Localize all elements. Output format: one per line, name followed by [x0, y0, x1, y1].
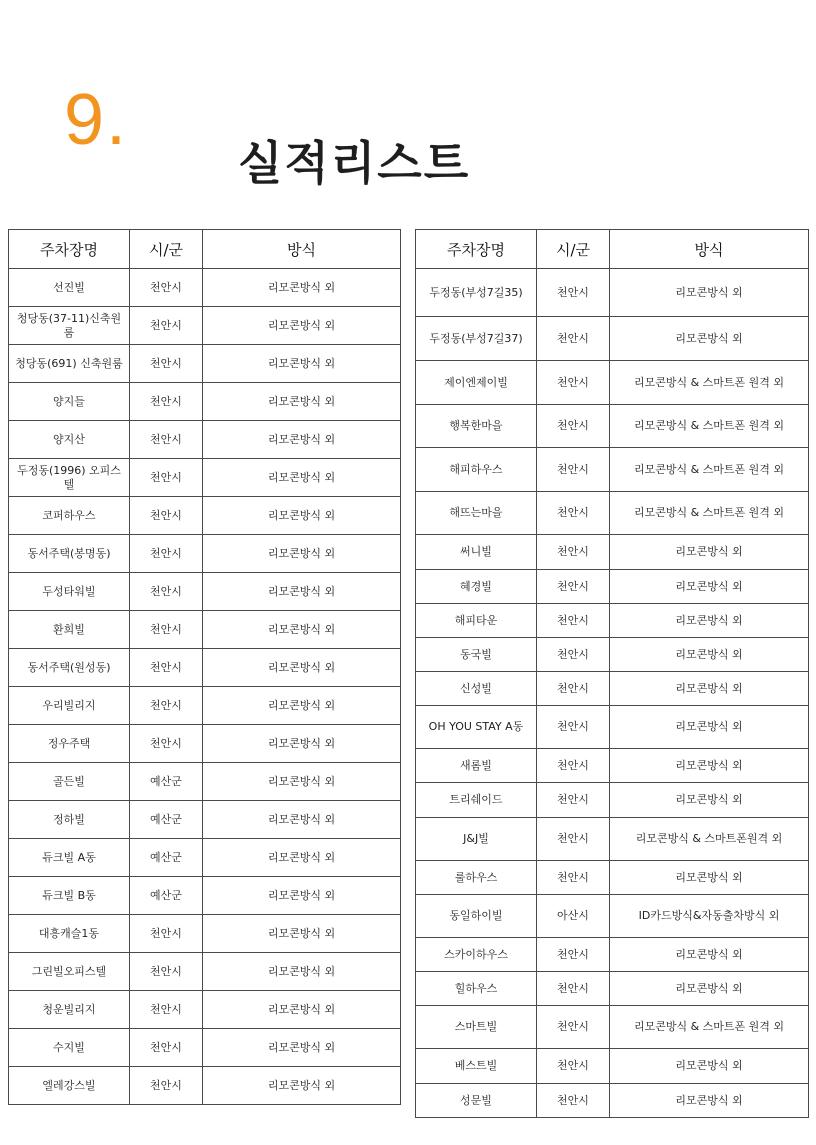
table-row — [416, 818, 809, 861]
cell-method: 리모콘방식 외 — [610, 638, 809, 672]
cell-city: 예산군 — [130, 839, 203, 877]
cell-parking-name: 두정동(부성7길35) — [416, 269, 537, 317]
table-row — [416, 570, 809, 604]
cell-city: 예산군 — [130, 801, 203, 839]
cell-city: 천안시 — [130, 573, 203, 611]
table-row — [9, 459, 401, 497]
table-row — [416, 1084, 809, 1118]
cell-city: 아산시 — [537, 895, 610, 938]
cell-city: 천안시 — [537, 570, 610, 604]
cell-city: 천안시 — [130, 1067, 203, 1105]
cell-parking-name: J&J빌 — [416, 818, 537, 861]
cell-method: 리모콘방식 외 — [610, 317, 809, 361]
cell-parking-name: 써니빌 — [416, 535, 537, 570]
table-row — [416, 1049, 809, 1084]
table-header-row — [416, 230, 809, 269]
table-row — [9, 763, 401, 801]
column-header-method: 방식 — [610, 230, 809, 269]
cell-parking-name: 청운빌리지 — [9, 991, 130, 1029]
cell-method: 리모콘방식 외 — [203, 953, 401, 991]
column-header-city: 시/군 — [130, 230, 203, 269]
table-row — [416, 269, 809, 317]
cell-method: 리모콘방식 & 스마트폰 원격 외 — [610, 448, 809, 492]
results-table-left — [8, 229, 401, 1105]
cell-city: 천안시 — [130, 953, 203, 991]
table-row — [416, 492, 809, 535]
table-row — [9, 573, 401, 611]
table-row — [9, 877, 401, 915]
cell-city: 천안시 — [537, 317, 610, 361]
cell-city: 천안시 — [130, 421, 203, 459]
cell-city: 천안시 — [537, 405, 610, 448]
table-row — [416, 749, 809, 783]
table-row — [416, 448, 809, 492]
cell-method: 리모콘방식 & 스마트폰원격 외 — [610, 818, 809, 861]
cell-parking-name: 정우주택 — [9, 725, 130, 763]
cell-city: 천안시 — [130, 269, 203, 307]
cell-parking-name: 베스트빌 — [416, 1049, 537, 1084]
cell-city: 천안시 — [537, 361, 610, 405]
cell-city: 천안시 — [130, 535, 203, 573]
cell-method: 리모콘방식 외 — [203, 535, 401, 573]
cell-method: 리모콘방식 외 — [203, 991, 401, 1029]
cell-parking-name: 코퍼하우스 — [9, 497, 130, 535]
cell-method: 리모콘방식 외 — [203, 763, 401, 801]
table-row — [9, 307, 401, 345]
table-row — [416, 672, 809, 706]
table-row — [9, 953, 401, 991]
table-row — [416, 638, 809, 672]
cell-parking-name: 해뜨는마을 — [416, 492, 537, 535]
table-row — [9, 497, 401, 535]
cell-city: 천안시 — [537, 749, 610, 783]
cell-method: 리모콘방식 외 — [203, 687, 401, 725]
cell-method: ID카드방식&자동출차방식 외 — [610, 895, 809, 938]
cell-parking-name: 양지들 — [9, 383, 130, 421]
cell-method: 리모콘방식 외 — [610, 604, 809, 638]
cell-parking-name: OH YOU STAY A동 — [416, 706, 537, 749]
cell-method: 리모콘방식 외 — [203, 611, 401, 649]
cell-parking-name: 수지빌 — [9, 1029, 130, 1067]
cell-city: 천안시 — [537, 861, 610, 895]
cell-city: 천안시 — [537, 535, 610, 570]
cell-method: 리모콘방식 외 — [203, 1029, 401, 1067]
cell-method: 리모콘방식 외 — [610, 672, 809, 706]
table-row — [416, 938, 809, 972]
cell-parking-name: 트리쉐이드 — [416, 783, 537, 818]
cell-parking-name: 동서주택(봉명동) — [9, 535, 130, 573]
table-row — [416, 535, 809, 570]
table-row — [9, 801, 401, 839]
cell-parking-name: 새롬빌 — [416, 749, 537, 783]
cell-city: 천안시 — [537, 783, 610, 818]
cell-method: 리모콘방식 & 스마트폰 원격 외 — [610, 361, 809, 405]
cell-method: 리모콘방식 외 — [610, 938, 809, 972]
cell-parking-name: 두정동(1996) 오피스텔 — [9, 459, 130, 497]
column-header-method: 방식 — [203, 230, 401, 269]
cell-parking-name: 대흥캐슬1동 — [9, 915, 130, 953]
cell-parking-name: 해피하우스 — [416, 448, 537, 492]
column-header-parking-name: 주차장명 — [9, 230, 130, 269]
cell-parking-name: 행복한마을 — [416, 405, 537, 448]
cell-method: 리모콘방식 외 — [610, 861, 809, 895]
table-row — [416, 317, 809, 361]
cell-city: 천안시 — [537, 672, 610, 706]
table-row — [9, 1067, 401, 1105]
table-row — [9, 649, 401, 687]
cell-city: 천안시 — [537, 492, 610, 535]
table-row — [9, 839, 401, 877]
table-row — [9, 915, 401, 953]
cell-method: 리모콘방식 외 — [610, 1049, 809, 1084]
cell-city: 천안시 — [130, 345, 203, 383]
cell-city: 천안시 — [130, 649, 203, 687]
cell-city: 천안시 — [130, 497, 203, 535]
cell-method: 리모콘방식 외 — [203, 421, 401, 459]
cell-method: 리모콘방식 외 — [203, 801, 401, 839]
table-body-right — [416, 269, 809, 1118]
cell-city: 천안시 — [537, 818, 610, 861]
table-row — [416, 861, 809, 895]
cell-method: 리모콘방식 외 — [203, 877, 401, 915]
cell-city: 천안시 — [130, 991, 203, 1029]
cell-city: 천안시 — [537, 938, 610, 972]
cell-parking-name: 듀크빌 A동 — [9, 839, 130, 877]
cell-method: 리모콘방식 외 — [203, 839, 401, 877]
cell-method: 리모콘방식 외 — [203, 345, 401, 383]
cell-city: 천안시 — [537, 972, 610, 1006]
cell-parking-name: 두정동(부성7길37) — [416, 317, 537, 361]
cell-parking-name: 듀크빌 B동 — [9, 877, 130, 915]
cell-parking-name: 스카이하우스 — [416, 938, 537, 972]
cell-city: 천안시 — [130, 611, 203, 649]
cell-parking-name: 청당동(37-11)신축원룸 — [9, 307, 130, 345]
table-row — [416, 405, 809, 448]
cell-city: 천안시 — [537, 448, 610, 492]
cell-method: 리모콘방식 외 — [610, 706, 809, 749]
cell-method: 리모콘방식 & 스마트폰 원격 외 — [610, 405, 809, 448]
cell-method: 리모콘방식 외 — [610, 570, 809, 604]
cell-method: 리모콘방식 외 — [203, 269, 401, 307]
cell-parking-name: 엘레강스빌 — [9, 1067, 130, 1105]
table-row — [416, 706, 809, 749]
table-header-row — [9, 230, 401, 269]
table-row — [9, 687, 401, 725]
table-row — [416, 972, 809, 1006]
cell-method: 리모콘방식 외 — [203, 459, 401, 497]
cell-parking-name: 해피타운 — [416, 604, 537, 638]
cell-city: 예산군 — [130, 877, 203, 915]
cell-city: 천안시 — [130, 383, 203, 421]
cell-parking-name: 두성타워빌 — [9, 573, 130, 611]
table-row — [416, 604, 809, 638]
cell-parking-name: 룰하우스 — [416, 861, 537, 895]
cell-parking-name: 동일하이빌 — [416, 895, 537, 938]
cell-city: 천안시 — [537, 1049, 610, 1084]
cell-parking-name: 환희빌 — [9, 611, 130, 649]
table-row — [9, 421, 401, 459]
cell-method: 리모콘방식 외 — [610, 749, 809, 783]
cell-parking-name: 혜경빌 — [416, 570, 537, 604]
cell-method: 리모콘방식 외 — [203, 307, 401, 345]
table-row — [9, 1029, 401, 1067]
cell-parking-name: 우리빌리지 — [9, 687, 130, 725]
cell-method: 리모콘방식 외 — [203, 725, 401, 763]
cell-parking-name: 골든빌 — [9, 763, 130, 801]
cell-city: 천안시 — [130, 915, 203, 953]
cell-city: 천안시 — [130, 459, 203, 497]
table-row — [9, 725, 401, 763]
cell-method: 리모콘방식 외 — [203, 383, 401, 421]
cell-method: 리모콘방식 외 — [610, 972, 809, 1006]
cell-parking-name: 양지산 — [9, 421, 130, 459]
cell-parking-name: 그린빌오피스텔 — [9, 953, 130, 991]
cell-city: 천안시 — [130, 307, 203, 345]
cell-method: 리모콘방식 외 — [203, 573, 401, 611]
cell-city: 예산군 — [130, 763, 203, 801]
cell-parking-name: 동서주택(원성동) — [9, 649, 130, 687]
cell-method: 리모콘방식 외 — [610, 1084, 809, 1118]
cell-city: 천안시 — [537, 1084, 610, 1118]
cell-parking-name: 동국빌 — [416, 638, 537, 672]
cell-method: 리모콘방식 외 — [610, 269, 809, 317]
page-title: 실적리스트 — [238, 136, 471, 190]
cell-parking-name: 청당동(691) 신축원룸 — [9, 345, 130, 383]
cell-parking-name: 선진빌 — [9, 269, 130, 307]
cell-parking-name: 성문빌 — [416, 1084, 537, 1118]
cell-city: 천안시 — [537, 638, 610, 672]
cell-method: 리모콘방식 외 — [203, 649, 401, 687]
results-table-right — [415, 229, 809, 1118]
cell-method: 리모콘방식 & 스마트폰 원격 외 — [610, 492, 809, 535]
cell-city: 천안시 — [130, 725, 203, 763]
table-row — [9, 535, 401, 573]
cell-parking-name: 스마트빌 — [416, 1006, 537, 1049]
cell-city: 천안시 — [130, 687, 203, 725]
table-row — [9, 991, 401, 1029]
table-row — [9, 383, 401, 421]
cell-city: 천안시 — [537, 269, 610, 317]
table-row — [416, 895, 809, 938]
table-row — [9, 269, 401, 307]
cell-city: 천안시 — [537, 1006, 610, 1049]
column-header-parking-name: 주차장명 — [416, 230, 537, 269]
cell-city: 천안시 — [537, 706, 610, 749]
cell-method: 리모콘방식 외 — [610, 783, 809, 818]
table-row — [416, 1006, 809, 1049]
table-row — [416, 361, 809, 405]
cell-method: 리모콘방식 외 — [610, 535, 809, 570]
column-header-city: 시/군 — [537, 230, 610, 269]
table-body-left — [9, 269, 401, 1105]
cell-parking-name: 힐하우스 — [416, 972, 537, 1006]
cell-parking-name: 신성빌 — [416, 672, 537, 706]
table-row — [416, 783, 809, 818]
cell-method: 리모콘방식 외 — [203, 497, 401, 535]
cell-method: 리모콘방식 외 — [203, 915, 401, 953]
cell-city: 천안시 — [537, 604, 610, 638]
table-row — [9, 345, 401, 383]
table-row — [9, 611, 401, 649]
cell-method: 리모콘방식 외 — [203, 1067, 401, 1105]
section-number: 9. — [64, 80, 129, 160]
cell-parking-name: 제이엔제이빌 — [416, 361, 537, 405]
cell-parking-name: 정하빌 — [9, 801, 130, 839]
cell-method: 리모콘방식 & 스마트폰 원격 외 — [610, 1006, 809, 1049]
cell-city: 천안시 — [130, 1029, 203, 1067]
